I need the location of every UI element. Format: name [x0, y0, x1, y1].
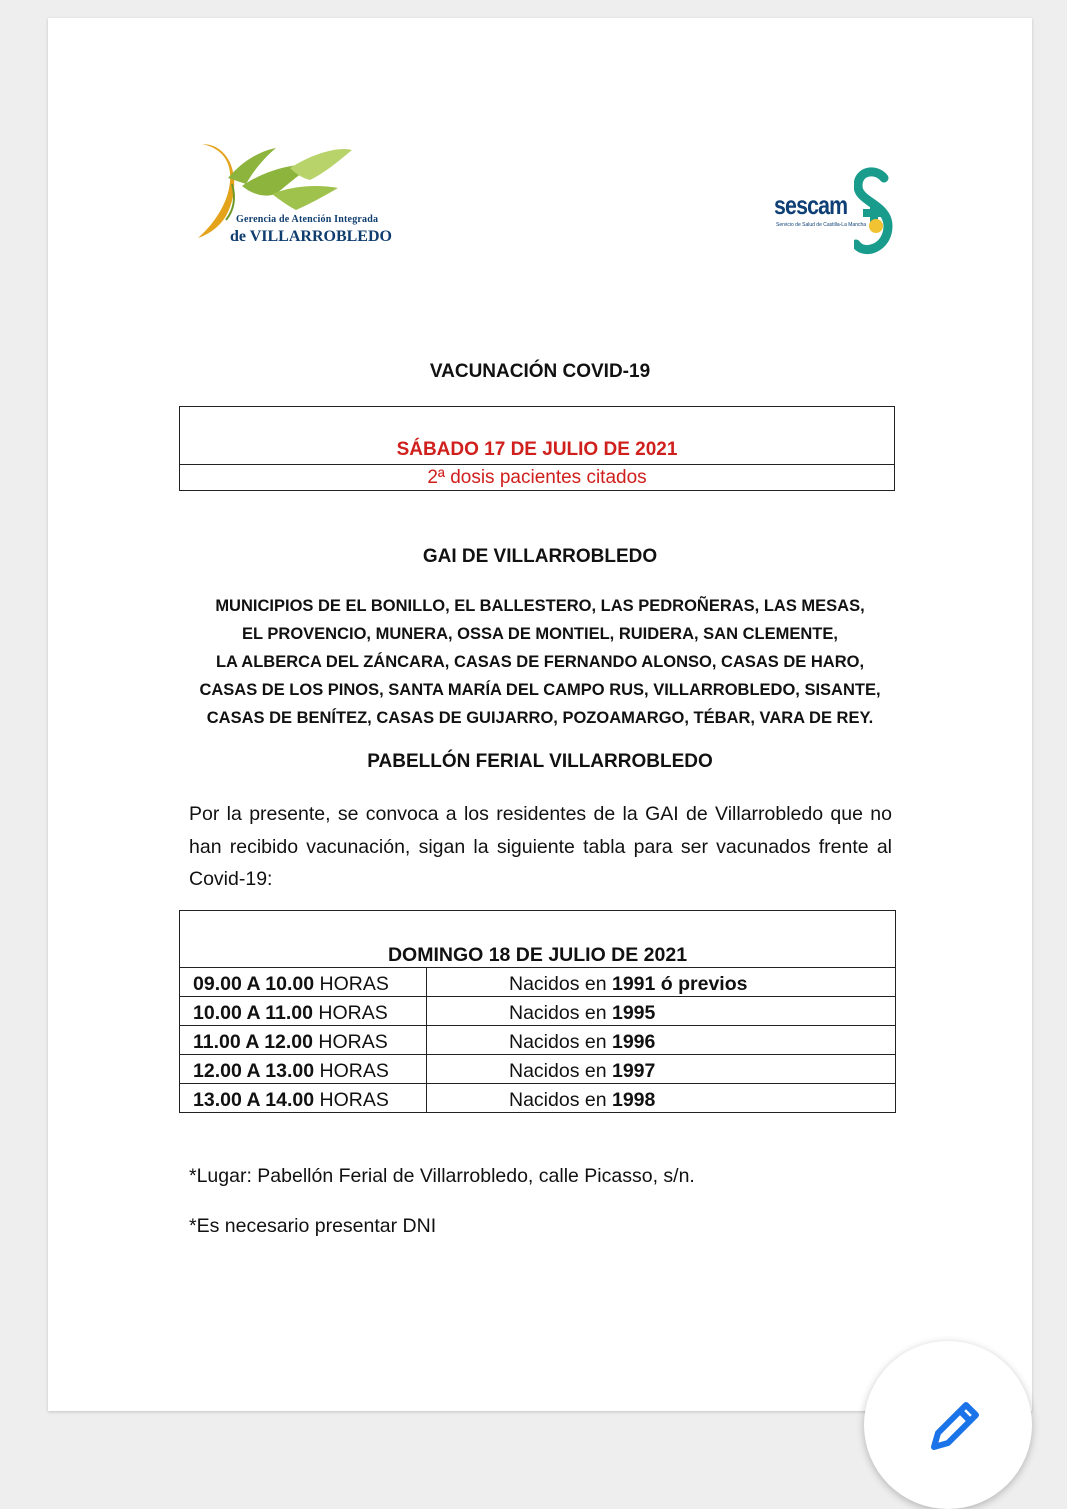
- born-prefix: Nacidos en: [509, 973, 607, 995]
- table-row: [180, 1084, 896, 1113]
- born-prefix: Nacidos en: [509, 1002, 607, 1024]
- born-prefix: Nacidos en: [509, 1089, 607, 1111]
- date-box: [179, 406, 895, 491]
- born-value: 1997: [611, 1060, 656, 1082]
- edit-fab-button[interactable]: [864, 1341, 1032, 1509]
- schedule-table: [179, 910, 896, 1113]
- intro-paragraph: Por la presente, se convoca a los residentes de la GAI de Villarrobledo que no han recibido vacunación, sigan la siguiente tabla para ser vacunados frente al Covid-19:: [189, 803, 892, 890]
- table-row: [180, 968, 896, 997]
- birth-year-cell: [427, 1026, 896, 1055]
- time-range: 09.00 A 10.00: [193, 973, 315, 995]
- document-page: [48, 18, 1032, 1411]
- pencil-edit-icon: [926, 1395, 986, 1455]
- born-prefix: Nacidos en: [509, 1060, 607, 1082]
- born-prefix: Nacidos en: [509, 1031, 607, 1053]
- time-cell: [180, 1055, 427, 1084]
- table-row: [180, 997, 896, 1026]
- sescam-logo: [770, 148, 900, 248]
- saturday-date: SÁBADO 17 DE JULIO DE 2021: [396, 439, 678, 460]
- time-cell: [180, 1084, 427, 1113]
- time-cell: [180, 997, 427, 1026]
- born-value: 1998: [611, 1089, 656, 1111]
- logo-line-1: Gerencia de Atención Integrada: [236, 214, 379, 225]
- dni-note: *Es necesario presentar DNI: [189, 1215, 437, 1237]
- gai-villarrobledo-logo: [192, 138, 402, 248]
- born-value: 1991 ó previos: [611, 973, 748, 995]
- time-range: 10.00 A 11.00: [193, 1002, 313, 1024]
- gai-title: GAI DE VILLARROBLEDO: [422, 546, 658, 567]
- sescam-subtitle: Servicio de Salud de Castilla-La Mancha: [776, 222, 867, 228]
- table-row: [180, 1026, 896, 1055]
- birth-year-cell: [427, 968, 896, 997]
- born-value: 1995: [611, 1002, 656, 1024]
- venue-title: PABELLÓN FERIAL VILLARROBLEDO: [367, 751, 713, 772]
- time-unit: HORAS: [319, 973, 389, 995]
- time-unit: HORAS: [318, 1002, 388, 1024]
- sescam-s-cross-icon: [854, 166, 894, 258]
- time-range: 12.00 A 13.00: [193, 1060, 315, 1082]
- sescam-wordmark: sescam: [774, 190, 848, 220]
- time-unit: HORAS: [318, 1031, 388, 1053]
- time-range: 13.00 A 14.00: [193, 1089, 315, 1111]
- date-box-row: [180, 407, 894, 465]
- document-title: VACUNACIÓN COVID-19: [429, 361, 651, 382]
- municipios-line: CASAS DE BENÍTEZ, CASAS DE GUIJARRO, POZOAMARGO, TÉBAR, VARA DE REY.: [206, 709, 874, 727]
- logo-line-2: de VILLARROBLEDO: [230, 228, 392, 245]
- schedule-heading: DOMINGO 18 DE JULIO DE 2021: [180, 911, 896, 968]
- municipios-line: LA ALBERCA DEL ZÁNCARA, CASAS DE FERNANDO ALONSO, CASAS DE HARO,: [215, 653, 865, 671]
- birth-year-cell: [427, 1084, 896, 1113]
- birth-year-cell: [427, 997, 896, 1026]
- second-dose-label: 2ª dosis pacientes citados: [427, 467, 647, 488]
- birth-year-cell: [427, 1055, 896, 1084]
- time-cell: [180, 1026, 427, 1055]
- municipios-line: MUNICIPIOS DE EL BONILLO, EL BALLESTERO, LAS PEDROÑERAS, LAS MESAS,: [215, 597, 865, 615]
- time-cell: [180, 968, 427, 997]
- table-row: [180, 1055, 896, 1084]
- municipios-list: [48, 592, 1032, 732]
- time-unit: HORAS: [319, 1089, 389, 1111]
- municipios-line: EL PROVENCIO, MUNERA, OSSA DE MONTIEL, RUIDERA, SAN CLEMENTE,: [242, 625, 838, 643]
- born-value: 1996: [611, 1031, 656, 1053]
- location-note: *Lugar: Pabellón Ferial de Villarrobledo, calle Picasso, s/n.: [189, 1165, 695, 1187]
- time-range: 11.00 A 12.00: [193, 1031, 313, 1053]
- municipios-line: CASAS DE LOS PINOS, SANTA MARÍA DEL CAMPO RUS, VILLARROBLEDO, SISANTE,: [199, 681, 881, 699]
- time-unit: HORAS: [319, 1060, 389, 1082]
- schedule-header-row: [180, 911, 896, 968]
